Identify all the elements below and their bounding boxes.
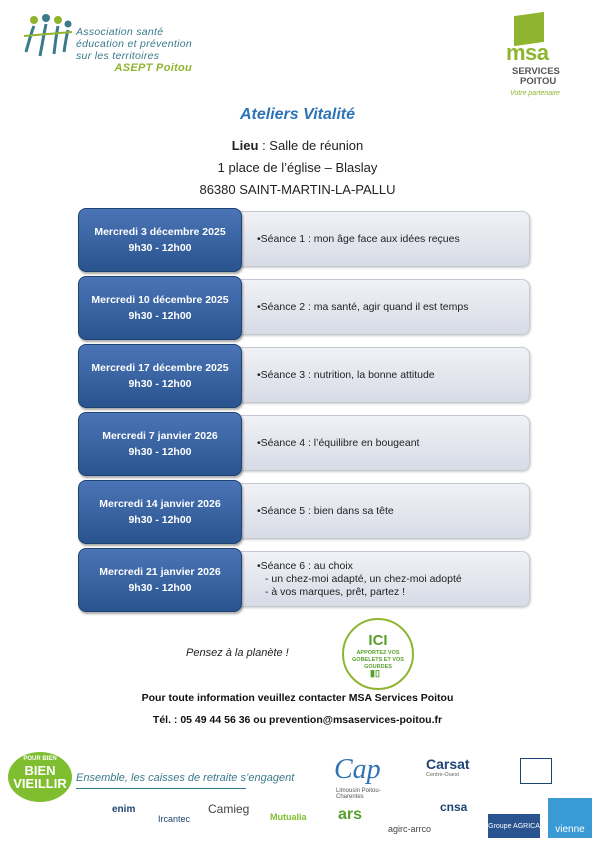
session-desc-box [228,483,530,539]
cap-sub: Limousin Poitou-Charentes [336,788,381,800]
ensemble-underline [76,788,246,789]
asept-line4: ASEPT Poitou [114,62,193,74]
republique-logo-icon [520,758,552,784]
session-text: •Séance 6 : au choix [257,559,353,572]
ircantec-logo: Ircantec [158,814,191,824]
session-date-box [78,480,242,544]
contact-line2[interactable]: Tél. : 05 49 44 56 36 ou prevention@msaservices-poitou.fr [152,714,443,726]
lieu-line1 [0,138,595,153]
session-desc-box [228,551,530,607]
session-desc-box [228,415,530,471]
session-time: 9h30 - 12h00 [128,514,192,526]
session-row [78,344,538,406]
session-text: •Séance 2 : ma santé, agir quand il est temps [257,300,469,313]
session-time: 9h30 - 12h00 [128,446,192,458]
session-date: Mercredi 14 janvier 2026 [99,498,221,510]
page-title: Ateliers Vitalité [239,106,355,123]
lieu-place: : Salle de réunion [258,138,364,153]
session-time: 9h30 - 12h00 [128,582,192,594]
session-desc-box [228,211,530,267]
session-row [78,412,538,474]
session-sub-option: - à vos marques, prêt, partez ! [265,585,406,598]
session-desc-box [228,347,530,403]
session-date-box [78,344,242,408]
cap-logo [328,750,400,800]
msa-logo [506,14,578,104]
session-text: •Séance 3 : nutrition, la bonne attitude [257,368,435,381]
session-time: 9h30 - 12h00 [128,310,192,322]
lieu-line2: 1 place de l’église – Blaslay [217,160,378,175]
agirc-arrco-logo: agirc-arrco [388,824,432,834]
msa-services: SERVICES [512,66,560,77]
session-date-box [78,412,242,476]
asept-line2: éducation et prévention [76,38,193,50]
asept-logo [20,8,220,80]
session-sub-option: - un chez-moi adapté, un chez-moi adopté [265,572,462,585]
session-time: 9h30 - 12h00 [128,378,192,390]
agrica-logo: Groupe AGRICA [488,814,540,838]
session-date: Mercredi 21 janvier 2026 [99,566,221,578]
contact-line1: Pour toute information veuillez contacter MSA Services Poitou [141,692,454,704]
cap-word: Cap [334,754,381,785]
msa-poitou: POITOU [520,76,557,87]
session-desc-box [228,279,530,335]
cup-icon: ▮▯ [370,668,380,678]
session-date: Mercredi 10 décembre 2025 [91,294,229,306]
ensemble-text: Ensemble, les caisses de retraite s’engagent [76,772,295,784]
msa-tagline: Votre partenaire [510,90,560,97]
session-row [78,480,538,542]
session-date-box [78,276,242,340]
pensez-text: Pensez à la planète ! [186,647,289,659]
ici-sub: APPORTEZ VOS GOBELETS ET VOS GOURDES [352,650,404,670]
session-date: Mercredi 3 décembre 2025 [94,226,226,238]
lieu-label: Lieu [231,138,259,153]
msa-word: msa [506,40,549,65]
session-date-box [78,548,242,612]
cnsa-logo: cnsa [440,800,468,814]
session-row [78,548,538,610]
ars-logo: ars [338,806,363,823]
asept-line3: sur les territoires [76,50,160,62]
session-date-box [78,208,242,272]
session-date: Mercredi 7 janvier 2026 [102,430,218,442]
asept-line1: Association santé [76,26,164,38]
ici-word: ICI [368,632,388,649]
session-text: •Séance 4 : l’équilibre en bougeant [257,436,420,449]
lieu-line3: 86380 SAINT-MARTIN-LA-PALLU [199,182,396,197]
session-date: Mercredi 17 décembre 2025 [91,362,229,374]
vienne-logo: vienne [548,798,592,838]
camieg-logo: Camieg [208,802,250,816]
mutualia-logo: Mutualia [270,812,307,822]
bien-vieillir-logo [8,752,72,802]
people-icon [20,12,76,64]
session-row [78,208,538,270]
carsat-sub: Centre-Ouest [426,772,460,778]
session-time: 9h30 - 12h00 [128,242,192,254]
enim-logo: enim [112,804,136,815]
bv-top: POUR BIEN [23,756,57,762]
bv-main: BIEN VIEILLIR [13,763,67,791]
session-text: •Séance 1 : mon âge face aux idées reçues [257,232,460,245]
session-row [78,276,538,338]
asept-text [76,26,192,74]
session-text: •Séance 5 : bien dans sa tête [257,504,394,517]
carsat-logo: Carsat [426,756,470,772]
ici-badge [342,618,414,690]
